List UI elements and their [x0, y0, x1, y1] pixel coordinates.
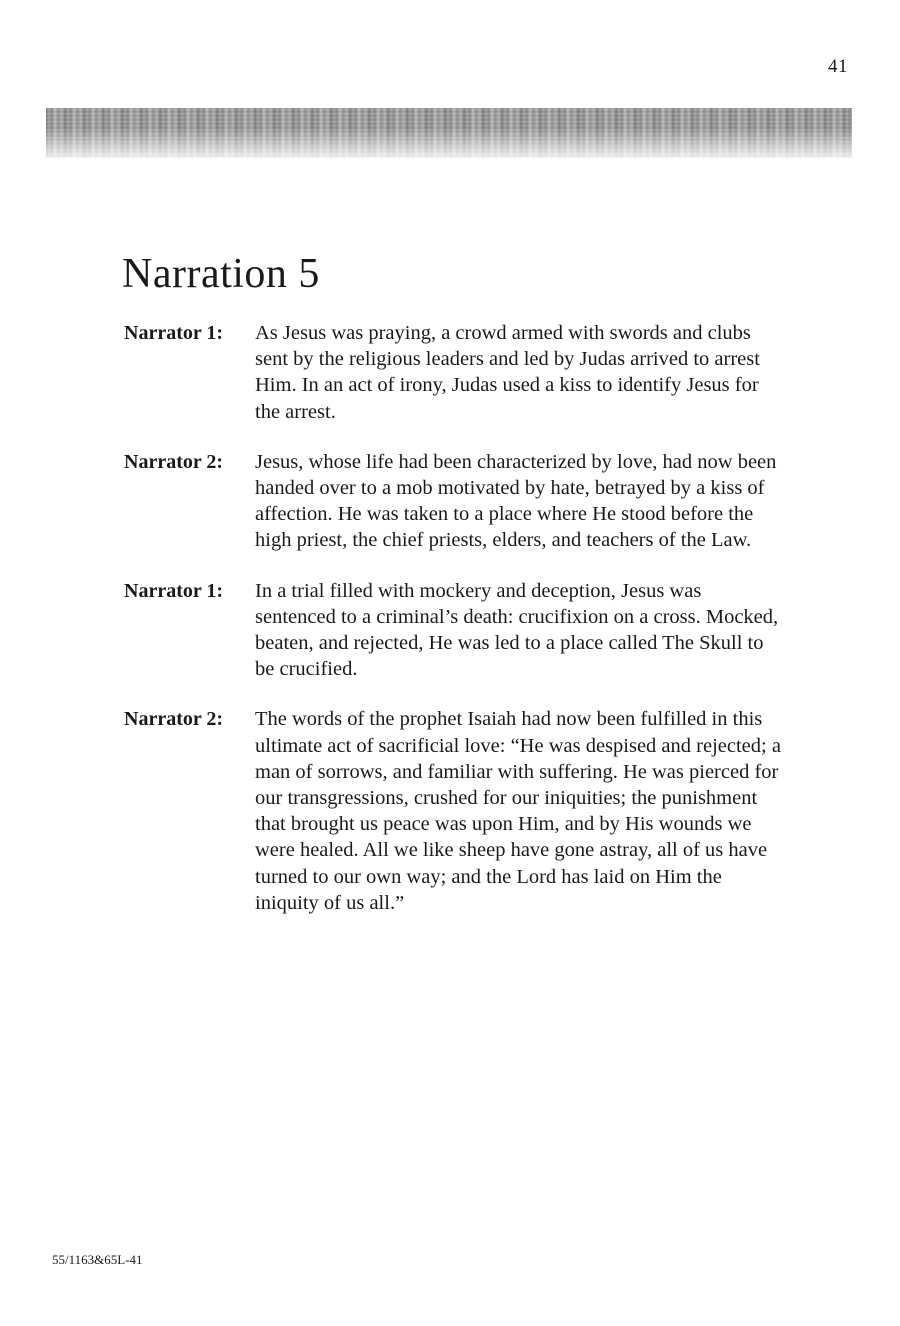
header-decorative-band [46, 108, 852, 158]
page-number: 41 [828, 56, 848, 77]
narration-text: In a trial filled with mockery and deception, Jesus was sentenced to a criminal’s death: crucifixion on a cross. Mocked, beaten, and rejected, He was led to a place called The Skull to be crucified. [255, 579, 779, 681]
page-title: Narration 5 [122, 251, 320, 297]
narration-text: The words of the prophet Isaiah had now been fulfilled in this ultimate act of sacrificial love: “He was despised and rejected; a man of sorrows, and familiar with suffering. He was pierced for our transgressions, crushed for our iniquities; the punishment that brought us peace was upon Him, and by His wounds we were healed. All we like sheep have gone astray, all of us have turned to our own way; and the Lord has laid on Him the iniquity of us all.” [255, 708, 781, 914]
narration-text: Jesus, whose life had been characterized by love, had now been handed over to a mob motivated by hate, betrayed by a kiss of affection. He was taken to a place where He stood before the high priest, the chief priests, elders, and teachers of the Law. [255, 450, 777, 552]
narration-entry [124, 449, 784, 554]
narration-entry [124, 320, 784, 425]
narration-entry [124, 578, 784, 683]
speaker-label: Narrator 2: [124, 708, 224, 731]
narration-entry [124, 706, 784, 916]
narration-text: As Jesus was praying, a crowd armed with swords and clubs sent by the religious leaders and led by Judas arrived to arrest Him. In an act of irony, Judas used a kiss to identify Jesus for the arrest. [255, 322, 760, 423]
speaker-label: Narrator 1: [124, 579, 224, 602]
speaker-label: Narrator 1: [124, 322, 224, 344]
narration-list [124, 320, 784, 940]
speaker-label: Narrator 2: [124, 450, 224, 473]
footer-catalog-code: 55/1163&65L-41 [52, 1252, 143, 1267]
